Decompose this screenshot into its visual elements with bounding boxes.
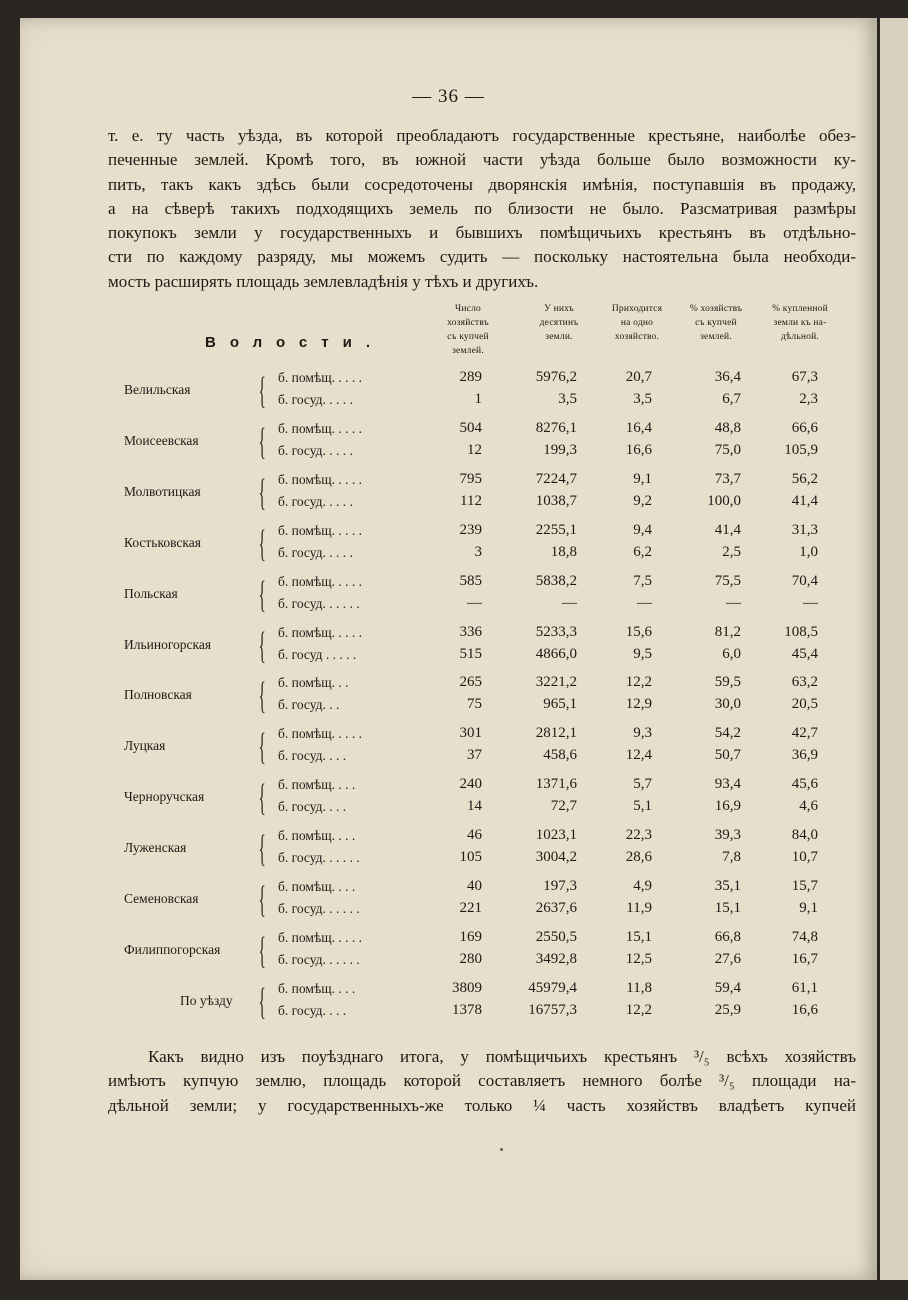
- cell-value: 20,5: [791, 696, 818, 713]
- cell-value: 15,7: [791, 878, 818, 894]
- category-label: б. помѣщ. . . .: [278, 980, 356, 996]
- category-label: б. помѣщ. . . . .: [278, 929, 362, 945]
- header-line: хозяйствъ: [447, 318, 489, 328]
- cell-value: 12,5: [625, 950, 652, 967]
- table-row: [20, 421, 877, 467]
- text-line: пить, такъ какъ здѣсь были сосредоточены дворянскія имѣнія, поступавшія въ продажу,: [108, 174, 856, 194]
- brace: {: [258, 879, 266, 921]
- category-label: б. помѣщ. . . . .: [278, 726, 362, 742]
- cell-value: —: [726, 594, 741, 611]
- cell-value: 2637,6: [535, 900, 577, 916]
- cell-value: 301: [459, 725, 482, 742]
- cell-value: 45,6: [791, 776, 818, 793]
- cell-value: 9,1: [799, 900, 818, 916]
- cell-value: 37: [467, 747, 482, 764]
- cell-value: 1378: [452, 1001, 482, 1018]
- table-row: [20, 472, 877, 518]
- cell-value: 585: [459, 572, 482, 589]
- region-name: Костьковская: [124, 534, 201, 551]
- table-row: [20, 981, 877, 1027]
- cell-value: 67,3: [791, 369, 818, 385]
- cell-value: 39,3: [714, 827, 741, 844]
- cell-value: 59,4: [714, 979, 741, 996]
- cell-value: —: [467, 594, 482, 611]
- table-row: [20, 523, 877, 569]
- brace: {: [258, 675, 266, 718]
- brace: {: [258, 573, 266, 616]
- cell-value: 12,9: [625, 696, 652, 713]
- cell-value: 73,7: [714, 470, 741, 487]
- category-label: б. госуд. . . . . .: [278, 951, 360, 967]
- cell-value: 1,0: [799, 543, 818, 560]
- brace: {: [258, 522, 266, 565]
- table-row: [20, 879, 877, 925]
- cell-value: 16,6: [791, 1001, 818, 1018]
- header-line: землей.: [452, 346, 484, 356]
- cell-value: 75,5: [714, 572, 741, 589]
- header-households: [428, 302, 508, 358]
- category-label: б. госуд. . . . .: [278, 493, 353, 509]
- category-label: б. помѣщ. . . . .: [278, 624, 362, 640]
- cell-value: 289: [459, 369, 482, 385]
- text-line: покупокъ земли у государственныхъ и бывшихъ помѣщичьихъ крестьянъ въ отдѣльно-: [108, 223, 856, 243]
- cell-value: 7,5: [633, 572, 652, 589]
- cell-value: 50,7: [714, 747, 741, 764]
- cell-value: 15,1: [714, 900, 741, 916]
- cell-value: 16,6: [625, 441, 652, 458]
- brace: {: [258, 980, 266, 1023]
- brace: {: [258, 370, 266, 412]
- cell-value: 16,7: [791, 950, 818, 967]
- table-row: [20, 726, 877, 772]
- brace: {: [258, 726, 266, 769]
- text-line: имѣютъ купчую землю, площадь которой составляетъ немного болѣе ³/₅ площади на-: [108, 1071, 856, 1091]
- cell-value: 5,1: [633, 798, 652, 815]
- category-label: б. помѣщ. . .: [278, 675, 349, 691]
- intro-paragraph: [108, 124, 856, 294]
- cell-value: 70,4: [791, 572, 818, 589]
- category-label: б. госуд. . . .: [278, 799, 347, 815]
- text-line: дѣльной земли; у государственныхъ-же только ¼ часть хозяйствъ владѣетъ купчей: [108, 1095, 856, 1115]
- cell-value: 112: [460, 492, 482, 509]
- brace: {: [258, 828, 266, 871]
- cell-value: 6,0: [722, 645, 741, 662]
- table-row: [20, 625, 877, 671]
- brace: {: [258, 777, 266, 820]
- header-per-household: [594, 302, 680, 344]
- cell-value: 16757,3: [528, 1001, 577, 1018]
- cell-value: 54,2: [714, 725, 741, 742]
- region-name: Молвотицкая: [124, 483, 201, 500]
- cell-value: 41,4: [714, 521, 741, 538]
- cell-value: 12: [467, 441, 482, 458]
- header-line: % купленной: [772, 304, 828, 314]
- cell-value: 2255,1: [535, 521, 577, 538]
- cell-value: 61,1: [791, 979, 818, 996]
- cell-value: 36,4: [714, 369, 741, 385]
- header-pct-households: [674, 302, 758, 344]
- cell-value: 5838,2: [535, 572, 577, 589]
- cell-value: 9,4: [633, 521, 652, 538]
- category-label: б. помѣщ. . . .: [278, 828, 356, 844]
- region-name: Черноручская: [124, 788, 205, 805]
- cell-value: 458,6: [543, 747, 577, 764]
- cell-value: 9,1: [633, 470, 652, 487]
- table-row: [20, 777, 877, 823]
- category-label: б. госуд. . . .: [278, 1002, 347, 1018]
- category-label: б. помѣщ. . . . .: [278, 573, 362, 589]
- category-label: б. госуд. . . . . .: [278, 901, 360, 916]
- cell-value: 46: [467, 827, 482, 844]
- table-row: [20, 370, 877, 416]
- category-label: б. госуд. . . . .: [278, 544, 353, 560]
- region-name: Полновская: [124, 686, 192, 703]
- cell-value: 16,4: [625, 419, 652, 436]
- header-line: земли.: [545, 332, 573, 342]
- header-line: % хозяйствъ: [689, 304, 743, 314]
- brace: {: [258, 929, 266, 972]
- cell-value: 81,2: [714, 623, 741, 640]
- cell-value: 93,4: [714, 776, 741, 793]
- text-line: сти по каждому разряду, мы можемъ судить — поскольку настоятельна была необходи-: [108, 247, 856, 267]
- cell-value: 30,0: [714, 696, 741, 713]
- region-name: Моисеевская: [124, 432, 199, 449]
- cell-value: 84,0: [791, 827, 818, 844]
- text-line: печенные землей. Кромѣ того, въ южной части уѣзда больше было возможности ку-: [108, 150, 856, 170]
- category-label: б. госуд. . . . . .: [278, 850, 360, 866]
- category-label: б. помѣщ. . . . .: [278, 522, 362, 538]
- cell-value: 1023,1: [535, 827, 577, 844]
- cell-value: 6,7: [722, 391, 741, 407]
- text-line: Какъ видно изъ поуѣзднаго итога, у помѣщичьихъ крестьянъ ³/₅ всѣхъ хозяйствъ: [148, 1047, 856, 1066]
- header-line: десятинъ: [539, 318, 579, 328]
- category-label: б. помѣщ. . . .: [278, 879, 356, 894]
- speck: [500, 1148, 503, 1151]
- cell-value: 15,6: [625, 623, 652, 640]
- category-label: б. госуд . . . . .: [278, 646, 357, 662]
- category-label: б. помѣщ. . . . .: [278, 370, 362, 385]
- cell-value: 336: [459, 623, 482, 640]
- brace: {: [258, 624, 266, 667]
- cell-value: 40: [467, 878, 482, 894]
- cell-value: 2550,5: [535, 928, 577, 945]
- region-name: Семеновская: [124, 890, 199, 907]
- cell-value: 3221,2: [535, 674, 577, 691]
- region-name: Ильиногорская: [124, 636, 212, 652]
- cell-value: —: [562, 594, 577, 611]
- header-line: съ купчей: [447, 332, 489, 342]
- brace: {: [258, 420, 266, 463]
- text-line: а на сѣверѣ такихъ подходящихъ земель по близости не было. Разсматривая размѣры: [108, 198, 856, 218]
- cell-value: 3492,8: [535, 950, 577, 967]
- category-label: б. госуд. . . .: [278, 748, 347, 764]
- region-name: По уѣзду: [180, 992, 233, 1009]
- cell-value: 3,5: [558, 391, 577, 407]
- region-name: Польская: [124, 585, 178, 601]
- cell-value: 515: [459, 645, 482, 662]
- header-line: земли къ на-: [773, 318, 827, 328]
- region-name: Велильская: [124, 381, 191, 398]
- header-line: Приходится: [611, 304, 663, 314]
- header-line: хозяйство.: [614, 332, 660, 342]
- outro-paragraph: [108, 1045, 856, 1118]
- cell-value: 20,7: [625, 369, 652, 385]
- cell-value: 221: [459, 900, 482, 916]
- cell-value: 280: [459, 950, 482, 967]
- cell-value: 48,8: [714, 419, 741, 436]
- cell-value: 8276,1: [535, 419, 577, 436]
- header-desyatin: [520, 302, 598, 344]
- header-pct-purchased: [758, 302, 842, 344]
- cell-value: 4,9: [633, 878, 652, 894]
- cell-value: 45979,4: [528, 979, 577, 996]
- region-name: Луженская: [124, 839, 187, 856]
- cell-value: 504: [459, 419, 482, 436]
- category-label: б. госуд. . . . .: [278, 392, 353, 407]
- cell-value: 31,3: [791, 521, 818, 538]
- header-line: дѣльной.: [781, 332, 819, 342]
- cell-value: 1371,6: [535, 776, 577, 793]
- category-label: б. госуд. . . . .: [278, 442, 353, 458]
- cell-value: 15,1: [625, 928, 652, 945]
- table-row: [20, 574, 877, 620]
- cell-value: 965,1: [543, 696, 577, 713]
- category-label: б. госуд. . .: [278, 697, 340, 713]
- cell-value: 75,0: [714, 441, 741, 458]
- category-label: б. госуд. . . . . .: [278, 595, 360, 611]
- cell-value: 795: [459, 470, 482, 487]
- header-line: съ купчей: [695, 318, 737, 328]
- cell-value: 9,3: [633, 725, 652, 742]
- cell-value: 16,9: [714, 798, 741, 815]
- category-label: б. помѣщ. . . . .: [278, 471, 362, 487]
- cell-value: 9,5: [633, 645, 652, 662]
- cell-value: 25,9: [714, 1001, 741, 1018]
- header-line: землей.: [700, 332, 732, 342]
- cell-value: 18,8: [550, 543, 577, 560]
- brace: {: [258, 471, 266, 514]
- cell-value: 3: [474, 543, 482, 560]
- cell-value: 66,8: [714, 928, 741, 945]
- cell-value: 41,4: [791, 492, 818, 509]
- cell-value: 75: [467, 696, 482, 713]
- cell-value: 7,8: [722, 849, 741, 866]
- cell-value: 265: [459, 674, 482, 691]
- cell-value: —: [803, 594, 818, 611]
- cell-value: 72,7: [550, 798, 577, 815]
- cell-value: 4,6: [799, 798, 818, 815]
- cell-value: 6,2: [633, 543, 652, 560]
- cell-value: 3809: [452, 979, 482, 996]
- cell-value: 9,2: [633, 492, 652, 509]
- region-name: Филиппогорская: [124, 941, 221, 958]
- cell-value: 5976,2: [535, 369, 577, 385]
- cell-value: 10,7: [791, 849, 818, 866]
- cell-value: 74,8: [791, 928, 818, 945]
- cell-value: 169: [459, 928, 482, 945]
- region-name: Луцкая: [124, 737, 166, 754]
- cell-value: 105,9: [784, 441, 818, 458]
- book-page: [20, 18, 877, 1280]
- text-line: мость расширять площадь землевладѣнія у тѣхъ и другихъ.: [108, 271, 539, 291]
- header-line: Число: [455, 304, 481, 314]
- cell-value: —: [637, 594, 652, 611]
- cell-value: 11,8: [626, 979, 652, 996]
- cell-value: 108,5: [784, 623, 818, 640]
- cell-value: 105: [459, 849, 482, 866]
- cell-value: 3,5: [633, 391, 652, 407]
- cell-value: 1: [474, 391, 482, 407]
- cell-value: 239: [459, 521, 482, 538]
- cell-value: 28,6: [625, 849, 652, 866]
- cell-value: 12,4: [625, 747, 652, 764]
- table-row: [20, 828, 877, 874]
- cell-value: 100,0: [707, 492, 741, 509]
- cell-value: 2812,1: [535, 725, 577, 742]
- cell-value: 36,9: [791, 747, 818, 764]
- header-line: на одно: [620, 318, 654, 328]
- cell-value: 2,5: [722, 543, 741, 560]
- cell-value: 12,2: [625, 1001, 652, 1018]
- cell-value: 2,3: [799, 391, 818, 407]
- table-row: [20, 930, 877, 976]
- cell-value: 35,1: [714, 878, 741, 894]
- cell-value: 240: [459, 776, 482, 793]
- cell-value: 3004,2: [535, 849, 577, 866]
- category-label: б. помѣщ. . . . .: [278, 420, 362, 436]
- cell-value: 197,3: [543, 878, 577, 894]
- volosti-column-header: Волости.: [205, 334, 384, 351]
- cell-value: 11,9: [626, 900, 652, 916]
- cell-value: 66,6: [791, 419, 818, 436]
- cell-value: 42,7: [791, 725, 818, 742]
- cell-value: 45,4: [791, 645, 818, 662]
- cell-value: 4866,0: [535, 645, 577, 662]
- cell-value: 199,3: [543, 441, 577, 458]
- cell-value: 5,7: [633, 776, 652, 793]
- cell-value: 22,3: [625, 827, 652, 844]
- cell-value: 63,2: [791, 674, 818, 691]
- category-label: б. помѣщ. . . .: [278, 777, 356, 793]
- cell-value: 12,2: [625, 674, 652, 691]
- cell-value: 14: [467, 798, 482, 815]
- header-line: У нихъ: [544, 304, 574, 314]
- cell-value: 56,2: [791, 470, 818, 487]
- text-line: т. е. ту часть уѣзда, въ которой преобладаютъ государственные крестьяне, наиболѣе обез-: [108, 126, 856, 145]
- table-row: [20, 675, 877, 721]
- adjacent-page-edge: [880, 18, 908, 1280]
- cell-value: 7224,7: [535, 470, 577, 487]
- cell-value: 1038,7: [535, 492, 577, 509]
- cell-value: 59,5: [714, 674, 741, 691]
- page-number: — 36 —: [412, 86, 485, 107]
- cell-value: 5233,3: [535, 623, 577, 640]
- cell-value: 27,6: [714, 950, 741, 967]
